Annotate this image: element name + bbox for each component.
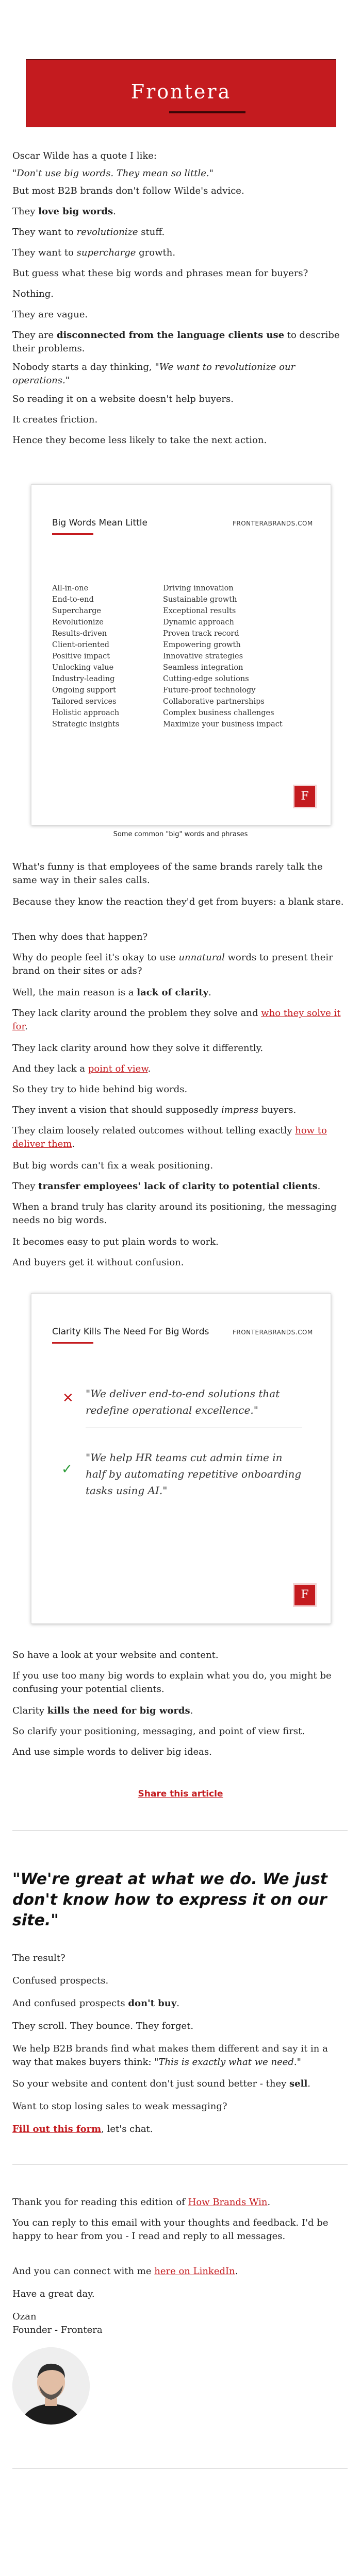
- promo-p7: Want to stop losing sales to weak messaging?: [12, 2101, 227, 2112]
- big-word-right-item: Maximize your business impact: [163, 720, 283, 728]
- after-p5: And use simple words to deliver big ideas.: [12, 1747, 212, 1757]
- bad-example-quote: "We deliver end-to-end solutions that redefine operational excellence.": [86, 1387, 280, 1416]
- intro-p10: They are disconnected from the language clients use to describe their problems.: [12, 330, 340, 354]
- card1-caption: Some common "big" words and phrases: [113, 831, 248, 838]
- card-title-rule: [52, 1342, 93, 1344]
- good-example-quote: "We help HR teams cut admin time in half by automating repetitive onboarding tasks using AI.": [86, 1451, 302, 1497]
- mid-p8: And they lack a point of view.: [12, 1063, 151, 1074]
- cross-icon: ✕: [62, 1391, 74, 1406]
- after-p1: So have a look at your website and content.: [12, 1650, 219, 1660]
- signoff-p3: And you can connect with me here on LinkedIn.: [12, 2266, 238, 2277]
- big-word-right-item: Future-proof technology: [163, 686, 256, 694]
- share-article: [0, 1789, 361, 1799]
- signoff-title: Founder - Frontera: [12, 2325, 103, 2335]
- card-domain: FRONTERABRANDS.COM: [233, 520, 313, 527]
- section-divider: [12, 2468, 348, 2469]
- big-word-right-item: Seamless integration: [163, 664, 243, 672]
- intro-p7: But guess what these big words and phrases mean for buyers?: [12, 268, 308, 279]
- promo-quote: "We're great at what we do. We just don't know how to express it on our site.": [12, 1870, 327, 1929]
- big-word-right-item: Complex business challenges: [163, 709, 274, 717]
- mid-p7: They lack clarity around how they solve it differently.: [12, 1043, 264, 1054]
- section-divider: [12, 1830, 348, 1831]
- mid-p16: And buyers get it without confusion.: [12, 1257, 184, 1268]
- who-solve-link[interactable]: who they solve it for: [12, 1008, 341, 1032]
- big-word-left-item: Strategic insights: [52, 720, 120, 728]
- big-word-right-item: Exceptional results: [163, 607, 236, 615]
- promo-p3: And confused prospects don't buy.: [12, 1998, 180, 2009]
- mid-p14: When a brand truly has clarity around its positioning, the messaging needs no big words.: [12, 1201, 337, 1226]
- promo-p5: We help B2B brands find what makes them different and say it in a way that makes buyers think: "This is exactly what we need.": [12, 2043, 328, 2067]
- intro-p1: Oscar Wilde has a quote I like:: [12, 150, 157, 161]
- check-icon: ✓: [61, 1462, 73, 1477]
- promo-p8: Fill out this form, let's chat.: [12, 2124, 153, 2134]
- intro-p6: They want to supercharge growth.: [12, 247, 176, 258]
- card-title-rule: [52, 533, 93, 535]
- clarity-card: [31, 1293, 331, 1624]
- big-word-left-item: Tailored services: [52, 698, 117, 706]
- big-word-left-item: Results-driven: [52, 630, 107, 638]
- mid-p12: But big words can't fix a weak positioning.: [12, 1160, 214, 1171]
- big-word-right-item: Dynamic approach: [163, 618, 234, 626]
- signoff-name: Ozan: [12, 2311, 37, 2322]
- signoff-p4: Have a great day.: [12, 2289, 95, 2299]
- avatar: [12, 2347, 90, 2425]
- brand-underline: [169, 111, 245, 113]
- big-word-right-item: Cutting-edge solutions: [163, 675, 249, 683]
- big-word-left-item: All-in-one: [52, 584, 89, 592]
- promo-p4: They scroll. They bounce. They forget.: [12, 2021, 194, 2031]
- mid-p15: It becomes easy to put plain words to work.: [12, 1236, 219, 1247]
- big-word-left-item: Supercharge: [52, 607, 101, 615]
- promo-p1: The result?: [12, 1953, 65, 1963]
- intro-p3: But most B2B brands don't follow Wilde's advice.: [12, 185, 244, 196]
- big-word-right-item: Proven track record: [163, 630, 239, 638]
- promo-p2: Confused prospects.: [12, 1975, 109, 1986]
- mid-p1: What's funny is that employees of the same brands rarely talk the same way in their sales calls.: [12, 861, 323, 886]
- intro-p14: Hence they become less likely to take the next action.: [12, 435, 267, 446]
- mid-p3: Then why does that happen?: [12, 931, 148, 942]
- share-article-link[interactable]: Share this article: [138, 1789, 223, 1799]
- big-word-left-item: Client-oriented: [52, 641, 109, 649]
- brand-wordmark: Frontera: [130, 80, 232, 103]
- mid-p4: Why do people feel it's okay to use unnatural words to present their brand on their sites or ads?: [12, 952, 333, 976]
- card-domain: FRONTERABRANDS.COM: [233, 1329, 313, 1336]
- big-word-right-item: Empowering growth: [163, 641, 241, 649]
- linkedin-profile-link[interactable]: here on LinkedIn: [154, 2266, 235, 2277]
- after-p3: Clarity kills the need for big words.: [12, 1705, 193, 1716]
- signoff-p2: You can reply to this email with your thoughts and feedback. I'd be happy to hear from you - I read and reply to all messages.: [12, 2217, 329, 2242]
- point-of-view-link[interactable]: point of view: [88, 1063, 148, 1074]
- big-word-left-item: Positive impact: [52, 652, 110, 660]
- mid-p10: They invent a vision that should supposedly impress buyers.: [12, 1105, 297, 1115]
- frontera-logo-icon: F: [294, 1585, 315, 1605]
- big-word-right-item: Driving innovation: [163, 584, 234, 592]
- frontera-logo-icon: F: [294, 786, 315, 807]
- mid-p13: They transfer employees' lack of clarity to potential clients.: [12, 1181, 321, 1192]
- promo-p6: So your website and content don't just sound better - they sell.: [12, 2078, 311, 2089]
- intro-p8: Nothing.: [12, 289, 54, 299]
- mid-p11: They claim loosely related outcomes without telling exactly how to deliver them.: [12, 1125, 327, 1149]
- mid-p6: They lack clarity around the problem they solve and who they solve it for.: [12, 1008, 341, 1032]
- card-title: Clarity Kills The Need For Big Words: [52, 1327, 209, 1337]
- intro-p13: It creates friction.: [12, 414, 98, 425]
- intro-quote: "Don't use big words. They mean so little.": [12, 168, 214, 179]
- card-title: Big Words Mean Little: [52, 518, 147, 528]
- big-word-left-item: End-to-end: [52, 596, 94, 604]
- after-p2: If you use too many big words to explain what you do, you might be confusing your potential clients.: [12, 1670, 332, 1694]
- section-divider: [12, 2164, 348, 2165]
- big-word-left-item: Unlocking value: [52, 664, 114, 672]
- intro-p9: They are vague.: [12, 309, 88, 320]
- big-word-left-item: Ongoing support: [52, 686, 116, 694]
- how-to-deliver-link[interactable]: how to deliver them: [12, 1125, 327, 1149]
- intro-p11: Nobody starts a day thinking, "We want to revolutionize our operations.": [12, 362, 296, 386]
- intro-p5: They want to revolutionize stuff.: [12, 227, 165, 238]
- mid-p9: So they try to hide behind big words.: [12, 1084, 188, 1095]
- big-words-card: [31, 484, 331, 825]
- intro-p4: They love big words.: [12, 206, 116, 217]
- after-p4: So clarify your positioning, messaging, and point of view first.: [12, 1726, 305, 1737]
- big-words-left-column: [52, 583, 119, 730]
- big-word-left-item: Holistic approach: [52, 709, 120, 717]
- mid-p5: Well, the main reason is a lack of clarity.: [12, 987, 211, 998]
- big-words-right-column: [163, 583, 283, 730]
- big-word-right-item: Innovative strategies: [163, 652, 243, 660]
- signoff-p1: Thank you for reading this edition of How Brands Win.: [12, 2197, 271, 2208]
- header-banner: [26, 59, 336, 127]
- big-word-left-item: Industry-leading: [52, 675, 115, 683]
- fill-form-link[interactable]: Fill out this form: [12, 2124, 102, 2134]
- how-brands-win-link[interactable]: How Brands Win: [188, 2197, 268, 2208]
- mid-p2: Because they know the reaction they'd get from buyers: a blank stare.: [12, 896, 344, 907]
- big-word-right-item: Sustainable growth: [163, 596, 237, 604]
- big-word-left-item: Revolutionize: [52, 618, 104, 626]
- big-word-right-item: Collaborative partnerships: [163, 698, 265, 706]
- intro-p12: So reading it on a website doesn't help buyers.: [12, 394, 234, 404]
